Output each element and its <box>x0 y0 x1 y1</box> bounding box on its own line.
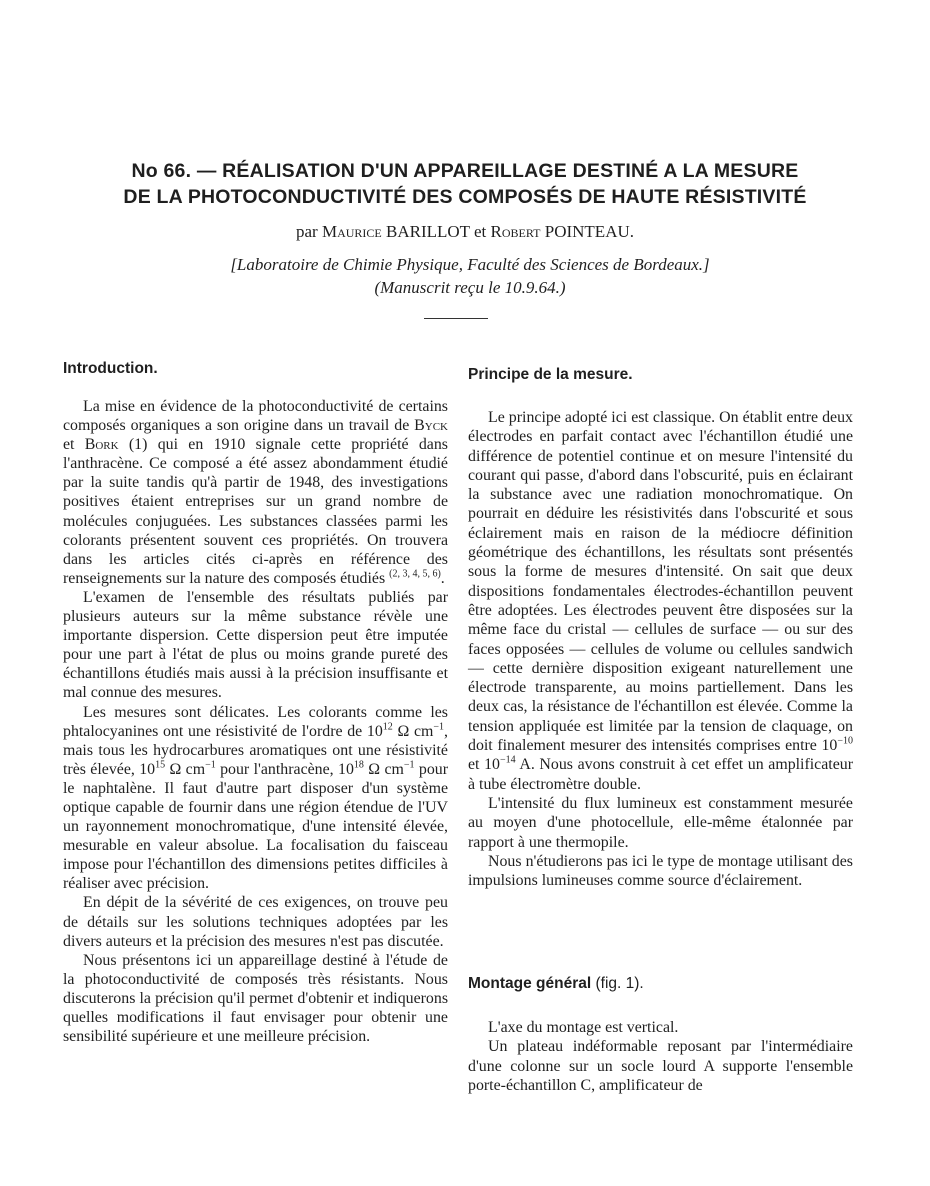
paper-title-line1: No 66. — RÉALISATION D'UN APPAREILLAGE DESTINÉ A LA MESURE <box>131 160 799 182</box>
received-date: (Manuscrit reçu le 10.9.64.) <box>374 278 566 297</box>
by-word: par <box>296 222 318 241</box>
section-heading-principe: Principe de la mesure. <box>468 366 633 383</box>
author-line <box>60 222 870 242</box>
paper-title-line2: DE LA PHOTOCONDUCTIVITÉ DES COMPOSÉS DE HAUTE RÉSISTIVITÉ <box>123 186 807 208</box>
right-column-lower <box>468 1018 853 1095</box>
paragraph: Nous n'étudierons pas ici le type de montage utilisant des impulsions lumineuses comme source d'éclairement. <box>468 852 853 890</box>
paragraph: Les mesures sont délicates. Les colorants comme les phtalocyanines ont une résistivité de l'ordre de $10^{12}$ Ω $cm^{-1}$, mais tous les hydrocarbures aromatiques ont une résistivité très élevée, $10^{15}$ Ω $cm^{-1}$ pour l'anthracène, $10^{18}$ Ω $cm^{-1}$ pour le naphtalène. Il faut d'autre part disposer d'un système optique capable de fournir dans une région étendue de l'UV un rayonnement monochromatique, d'une intensité élevée, mesurable en valeur absolue. La focalisation du faisceau impose pour l'échantillon des dimensions petites difficiles à réaliser avec précision. <box>63 703 449 893</box>
paragraph: La mise en évidence de la photoconductivité de certains composés organiques a son origine dans un travail de Byck et Bork (1) qui en 1910 signale cette propriété dans l'anthracène. Ce composé a été assez abondamment étudié par la suite tandis qu'à partir de 1948, des investigations positives étaient entreprises sur un grand nombre de molécules conjuguées. Les substances classées parmi les colorants présentent souvent ces propriétés. On trouvera dans les articles cités ci-après en référence des renseignements sur la nature des composés étudiés $^{(2, 3, 4, 5, 6)}$. <box>63 398 448 587</box>
paragraph: L'examen de l'ensemble des résultats publiés par plusieurs auteurs sur la même substance révèle une importante dispersion. Cette dispersion peut être imputée pour une part à l'état de plus ou moins grande pureté des échantillons étudiés mais aussi à la précision insuffisante et mal connue des mesures. <box>63 588 448 702</box>
affiliation: [Laboratoire de Chimie Physique, Faculté des Sciences de Bordeaux.] <box>230 255 710 274</box>
section-heading-montage: Montage général (fig. 1). <box>468 975 644 992</box>
section-heading-introduction: Introduction. <box>63 360 158 377</box>
left-column <box>63 397 448 1046</box>
author1-first: Maurice <box>321 222 382 241</box>
paragraph: Nous présentons ici un appareillage destiné à l'étude de la photoconductivité de composés très résistants. Nous discuterons la précision qu'il permet d'obtenir et indiquerons quelles modifications il faut envisager pour obtenir une sensibilité supérieure et une meilleure précision. <box>63 951 448 1046</box>
paragraph: L'axe du montage est vertical. <box>488 1019 679 1036</box>
author2-last: POINTEAU. <box>544 222 634 241</box>
author1-last: BARILLOT <box>386 222 470 241</box>
right-column <box>468 408 853 890</box>
title-divider <box>424 318 488 319</box>
paragraph: Le principe adopté ici est classique. On établit entre deux électrodes en parfait contact avec l'échantillon étudié une différence de potentiel continue et on mesure l'intensité du courant qui passe, d'abord dans l'obscurité, puis en éclairant la substance avec une radiation monochromatique. On pourrait en déduire les résistivités dans l'obscurité et sous éclairement mais en raison de la médiocre définition géométrique des échantillons, les résultats sont présentés sous la forme de mesures d'intensité. On sait que deux dispositions fondamentales électrodes-échantillon peuvent être adoptées. Les électrodes peuvent être disposées sur la même face du cristal — cellules de surface — ou sur des faces opposées — cellules de volume ou cellules sandwich — cette dernière disposition exigeant naturellement une électrode transparente, au moins partiellement. Dans les deux cas, la résistance de l'échantillon est élevée. Comme la tension appliquée est limitée par la tension de claquage, on doit finalement mesurer des intensités comprises entre $10^{-10}$ et $10^{-14}$ A. Nous avons construit à cet effet un amplificateur à tube électromètre double. <box>468 409 853 793</box>
paragraph: Un plateau indéformable reposant par l'intermédiaire d'une colonne sur un socle lourd A supporte l'ensemble porte-échantillon C, amplificateur de <box>468 1038 853 1094</box>
author2-first: Robert <box>490 222 541 241</box>
and-word: et <box>474 222 487 241</box>
paragraph: L'intensité du flux lumineux est constamment mesurée au moyen d'une photocellule, elle-même étalonnée par rapport à une thermopile. <box>468 794 853 851</box>
paragraph: En dépit de la sévérité de ces exigences, on trouve peu de détails sur les solutions techniques adoptées par les divers auteurs et la précision des mesures n'est pas discutée. <box>63 894 448 950</box>
